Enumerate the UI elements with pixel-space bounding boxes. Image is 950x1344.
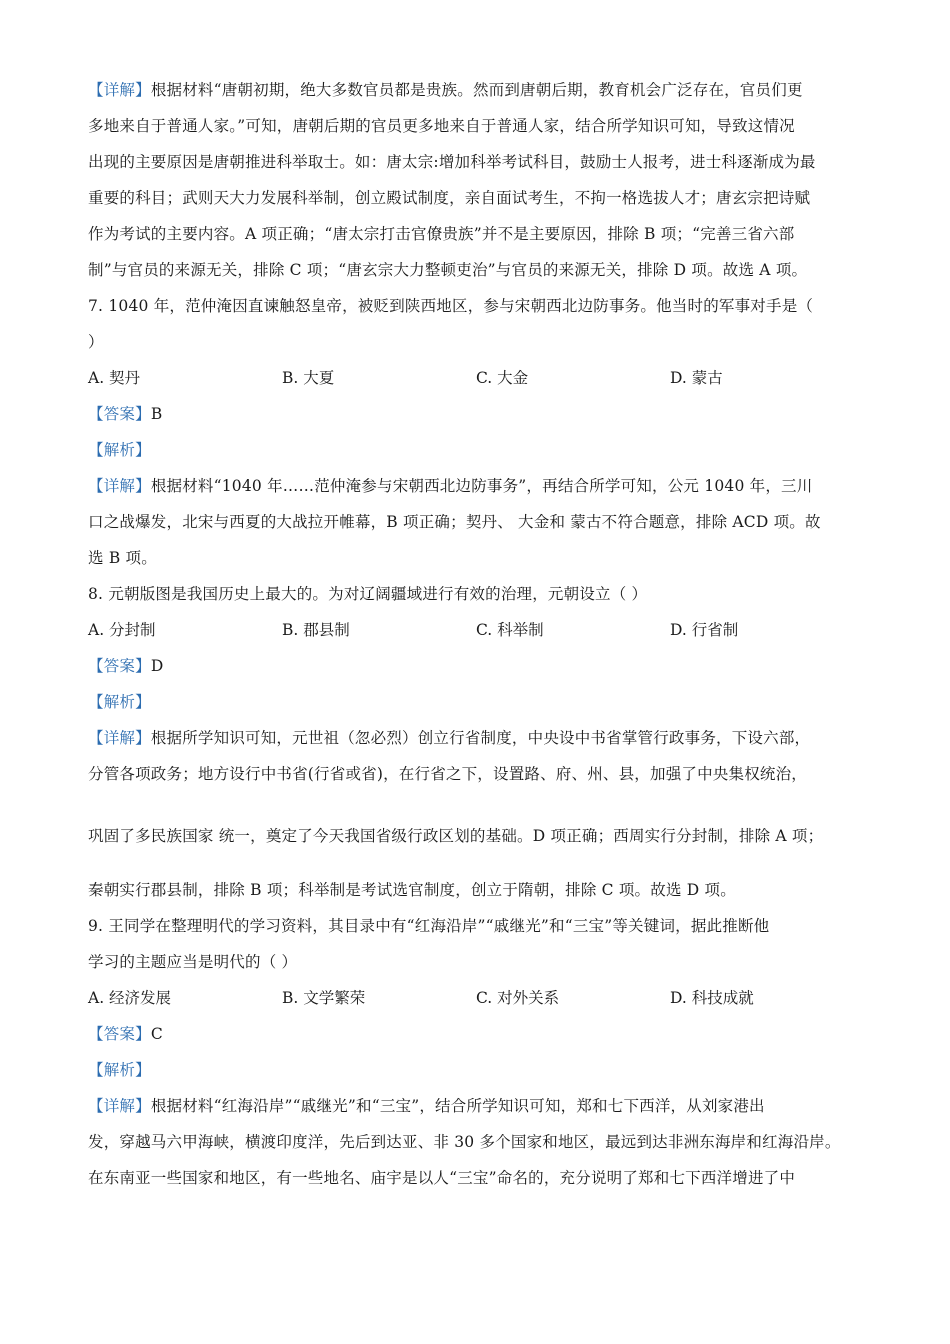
q7-stem-line-2: ） (88, 333, 104, 351)
q8-detail-tag: 【详解】 (88, 729, 151, 747)
q9-detail-line-2: 发，穿越马六甲海峡，横渡印度洋，先后到达亚、非 30 多个国家和地区，最远到达非洲东海岸和红海沿岸。 (88, 1133, 841, 1151)
q7-detail-line-2: 口之战爆发，北宋与西夏的大战拉开帷幕，B 项正确；契丹、 大金和 蒙古不符合题意，排除 ACD 项。故 (88, 513, 821, 531)
q7-stem-line-1: 7. 1040 年，范仲淹因直谏触怒皇帝，被贬到陕西地区，参与宋朝西北边防事务。他当时的军事对手是（ (88, 297, 814, 315)
q6-detail-line-1: 【详解】根据材料“唐朝初期，绝大多数官员都是贵族。然而到唐朝后期，教育机会广泛存在，官员们更 (88, 81, 803, 99)
q8-option-c: C. 科举制 (476, 621, 544, 639)
q8-option-d: D. 行省制 (670, 621, 739, 639)
q8-detail-line-4: 秦朝实行郡县制，排除 B 项；科举制是考试选官制度，创立于隋朝，排除 C 项。故选 D 项。 (88, 881, 736, 899)
q9-option-d: D. 科技成就 (670, 989, 754, 1007)
q9-stem-line-2: 学习的主题应当是明代的（ ） (88, 953, 298, 971)
q6-detail-line-2: 多地来自于普通人家。”可知，唐朝后期的官员更多地来自于普通人家，结合所学知识可知，导致这情况 (88, 117, 795, 135)
q7-option-a: A. 契丹 (88, 369, 141, 387)
q7-option-d: D. 蒙古 (670, 369, 723, 387)
q8-options (88, 612, 878, 648)
q8-answer-tag: 【答案】 (88, 657, 151, 675)
q8-analysis-tag: 【解析】 (88, 693, 151, 711)
q9-analysis-tag: 【解析】 (88, 1061, 151, 1079)
q7-answer (88, 396, 878, 432)
q6-detail-line-4: 重要的科目；武则天大力发展科举制，创立殿试制度，亲自面试考生，不拘一格选拔人才；唐玄宗把诗赋 (88, 189, 811, 207)
q8-answer-value: D (150, 657, 164, 675)
document-page (88, 72, 878, 1196)
q7-options (88, 360, 878, 396)
q9-detail-line-3: 在东南亚一些国家和地区，有一些地名、庙宇是以人“三宝”命名的，充分说明了郑和七下西洋增进了中 (88, 1169, 796, 1187)
q8-detail-line-2: 分管各项政务；地方设行中书省(行省或省)，在行省之下，设置路、府、州、县，加强了中央集权统治， (88, 765, 807, 783)
q7-option-c: C. 大金 (476, 369, 529, 387)
q8-option-a: A. 分封制 (88, 621, 156, 639)
q8-analysis (88, 684, 878, 720)
q7-answer-value: B (150, 405, 163, 423)
q9-option-c: C. 对外关系 (476, 989, 560, 1007)
q8-detail-line-3: 巩固了多民族国家 统一，奠定了今天我国省级行政区划的基础。D 项正确；西周实行分封制，排除 A 项； (88, 827, 824, 845)
q8-detail-line-1: 【详解】根据所学知识可知，元世祖（忽必烈）创立行省制度，中央设中书省掌管行政事务，下设六部， (88, 729, 811, 747)
q7-detail-tag: 【详解】 (88, 477, 151, 495)
q9-option-b: B. 文学繁荣 (282, 989, 366, 1007)
q6-detail-line-6: 制”与官员的来源无关，排除 C 项；“唐玄宗大力整顿吏治”与官员的来源无关，排除 D 项。故选 A 项。 (88, 261, 808, 279)
q9-detail-line-1: 【详解】根据材料“红海沿岸”“戚继光”和“三宝”，结合所学知识可知，郑和七下西洋，从刘家港出 (88, 1097, 765, 1115)
q9-answer (88, 1016, 878, 1052)
q7-answer-tag: 【答案】 (88, 405, 151, 423)
q6-detail-line-3: 出现的主要原因是唐朝推进科举取士。如：唐太宗:增加科举考试科目，鼓励士人报考，进士科逐渐成为最 (88, 153, 816, 171)
paragraph-gap (88, 854, 878, 872)
q8-answer (88, 648, 878, 684)
paragraph-gap (88, 792, 878, 818)
q9-detail-tag: 【详解】 (88, 1097, 151, 1115)
q7-detail-line-3: 选 B 项。 (88, 549, 157, 567)
q9-analysis (88, 1052, 878, 1088)
q7-detail-line-1: 【详解】根据材料“1040 年……范仲淹参与宋朝西北边防事务”，再结合所学可知，公元 1040 年，三川 (88, 477, 813, 495)
q9-options (88, 980, 878, 1016)
q8-option-b: B. 郡县制 (282, 621, 350, 639)
q6-detail-tag: 【详解】 (88, 81, 151, 99)
q7-analysis (88, 432, 878, 468)
q8-stem-line-1: 8. 元朝版图是我国历史上最大的。为对辽阔疆域进行有效的治理，元朝设立（ ） (88, 585, 648, 603)
q9-option-a: A. 经济发展 (88, 989, 172, 1007)
q9-answer-value: C (150, 1025, 163, 1043)
q6-detail-line-5: 作为考试的主要内容。A 项正确；“唐太宗打击官僚贵族”并不是主要原因，排除 B 项；“完善三省六部 (88, 225, 795, 243)
q7-analysis-tag: 【解析】 (88, 441, 151, 459)
q9-answer-tag: 【答案】 (88, 1025, 151, 1043)
q7-option-b: B. 大夏 (282, 369, 335, 387)
q9-stem-line-1: 9. 王同学在整理明代的学习资料，其目录中有“红海沿岸”“戚继光”和“三宝”等关键词，据此推断他 (88, 917, 770, 935)
